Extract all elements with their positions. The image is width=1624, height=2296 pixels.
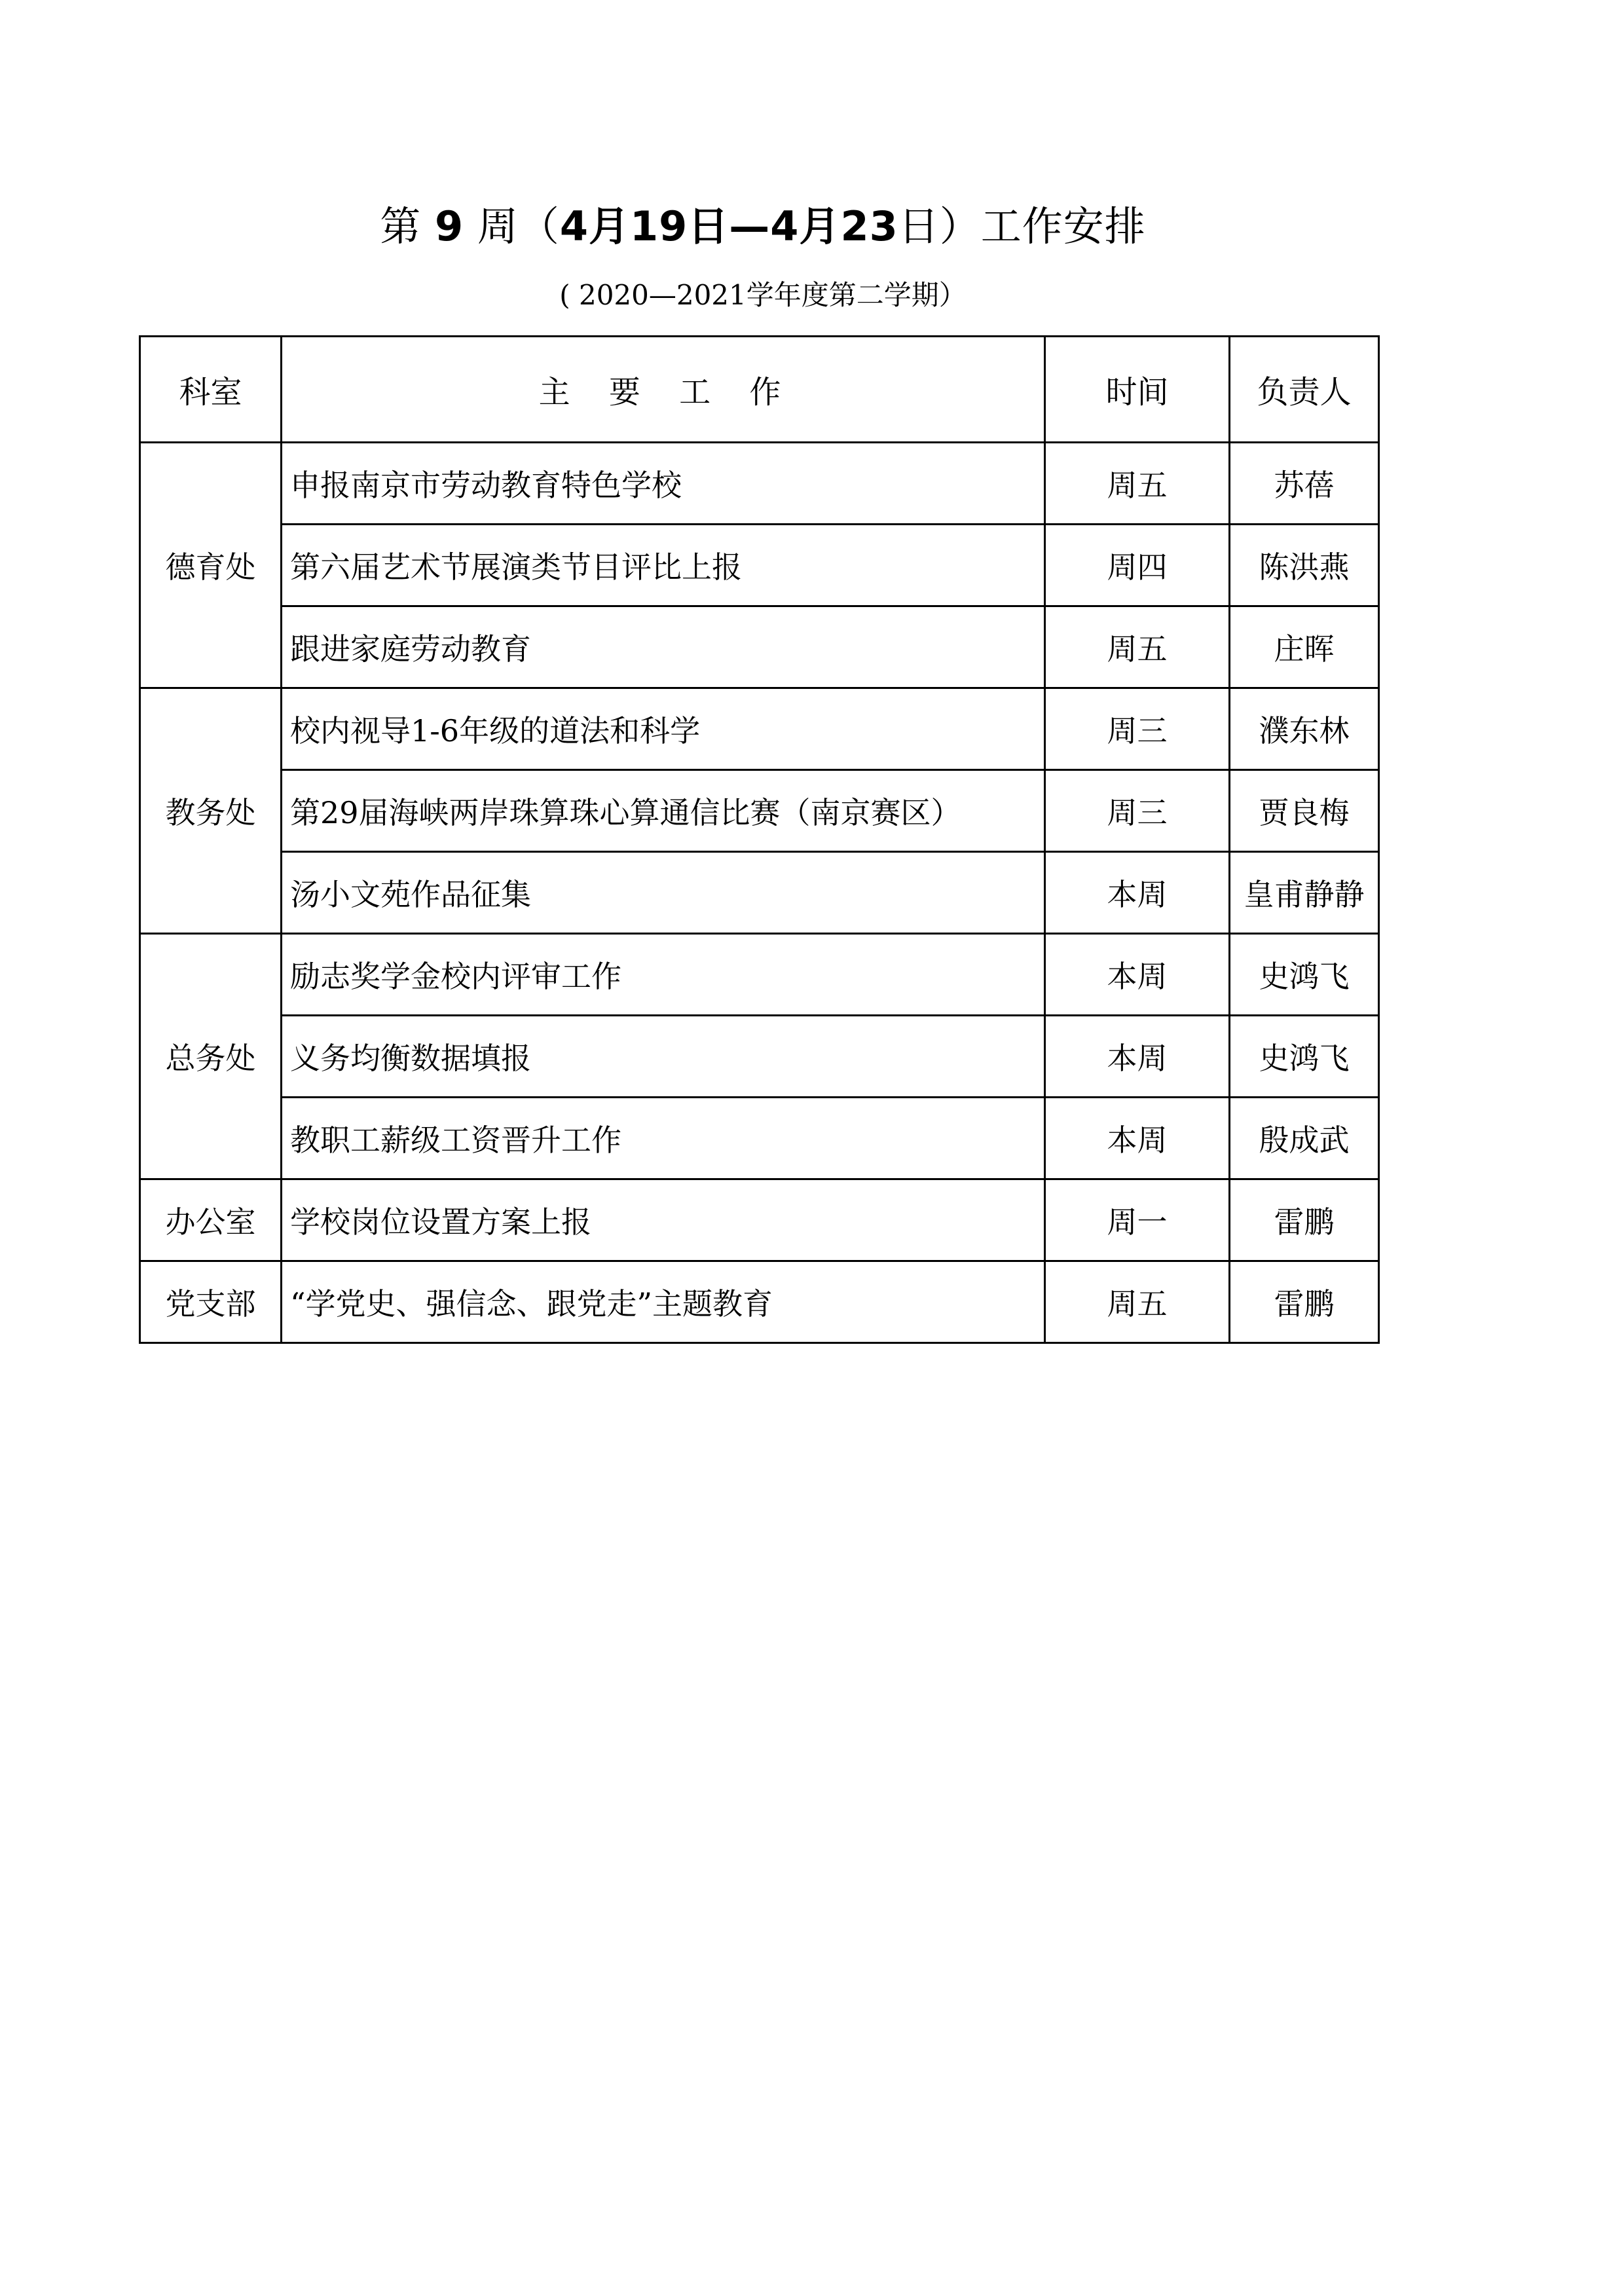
header-person: 负责人 <box>1230 337 1379 443</box>
time-cell: 周四 <box>1045 525 1230 606</box>
task-cell: 校内视导1-6年级的道法和科学 <box>282 688 1045 770</box>
dept-cell: 办公室 <box>140 1179 282 1261</box>
time-cell: 周五 <box>1045 443 1230 525</box>
time-cell: 周五 <box>1045 606 1230 688</box>
table-body <box>140 443 1379 1343</box>
table-row <box>140 606 1379 688</box>
task-cell: 第六届艺术节展演类节目评比上报 <box>282 525 1045 606</box>
table-row <box>140 1261 1379 1343</box>
person-cell: 庄晖 <box>1230 606 1379 688</box>
time-cell: 周三 <box>1045 688 1230 770</box>
table-header-row <box>140 337 1379 443</box>
table-row <box>140 934 1379 1016</box>
time-cell: 周一 <box>1045 1179 1230 1261</box>
person-cell: 苏蓓 <box>1230 443 1379 525</box>
page-subtitle: ( 2020—2021学年度第二学期） <box>559 279 967 311</box>
task-cell: 教职工薪级工资晋升工作 <box>282 1098 1045 1179</box>
header-time: 时间 <box>1045 337 1230 443</box>
dept-cell: 总务处 <box>140 934 282 1179</box>
time-cell: 本周 <box>1045 852 1230 934</box>
time-cell: 周五 <box>1045 1261 1230 1343</box>
schedule-table <box>139 335 1380 1344</box>
table-row <box>140 770 1379 852</box>
person-cell: 濮东林 <box>1230 688 1379 770</box>
person-cell: 史鸿飞 <box>1230 934 1379 1016</box>
task-cell: 跟进家庭劳动教育 <box>282 606 1045 688</box>
table-row <box>140 443 1379 525</box>
header-task: 主 要 工 作 <box>282 337 1045 443</box>
task-cell: 励志奖学金校内评审工作 <box>282 934 1045 1016</box>
person-cell: 皇甫静静 <box>1230 852 1379 934</box>
task-cell: “学党史、强信念、跟党走”主题教育 <box>282 1261 1045 1343</box>
table-row <box>140 525 1379 606</box>
dept-cell: 教务处 <box>140 688 282 934</box>
task-cell: 第29届海峡两岸珠算珠心算通信比赛（南京赛区） <box>282 770 1045 852</box>
table-row <box>140 1016 1379 1098</box>
dept-cell: 德育处 <box>140 443 282 688</box>
table-row <box>140 688 1379 770</box>
header-dept: 科室 <box>140 337 282 443</box>
time-cell: 周三 <box>1045 770 1230 852</box>
table-row <box>140 1179 1379 1261</box>
task-cell: 汤小文苑作品征集 <box>282 852 1045 934</box>
table-row <box>140 1098 1379 1179</box>
task-cell: 义务均衡数据填报 <box>282 1016 1045 1098</box>
time-cell: 本周 <box>1045 1098 1230 1179</box>
table-row <box>140 852 1379 934</box>
person-cell: 陈洪燕 <box>1230 525 1379 606</box>
person-cell: 史鸿飞 <box>1230 1016 1379 1098</box>
task-cell: 学校岗位设置方案上报 <box>282 1179 1045 1261</box>
person-cell: 雷鹏 <box>1230 1261 1379 1343</box>
time-cell: 本周 <box>1045 934 1230 1016</box>
page-title: 第 9 周（4月19日—4月23日）工作安排 <box>380 202 1146 250</box>
dept-cell: 党支部 <box>140 1261 282 1343</box>
time-cell: 本周 <box>1045 1016 1230 1098</box>
person-cell: 雷鹏 <box>1230 1179 1379 1261</box>
task-cell: 申报南京市劳动教育特色学校 <box>282 443 1045 525</box>
person-cell: 贾良梅 <box>1230 770 1379 852</box>
person-cell: 殷成武 <box>1230 1098 1379 1179</box>
